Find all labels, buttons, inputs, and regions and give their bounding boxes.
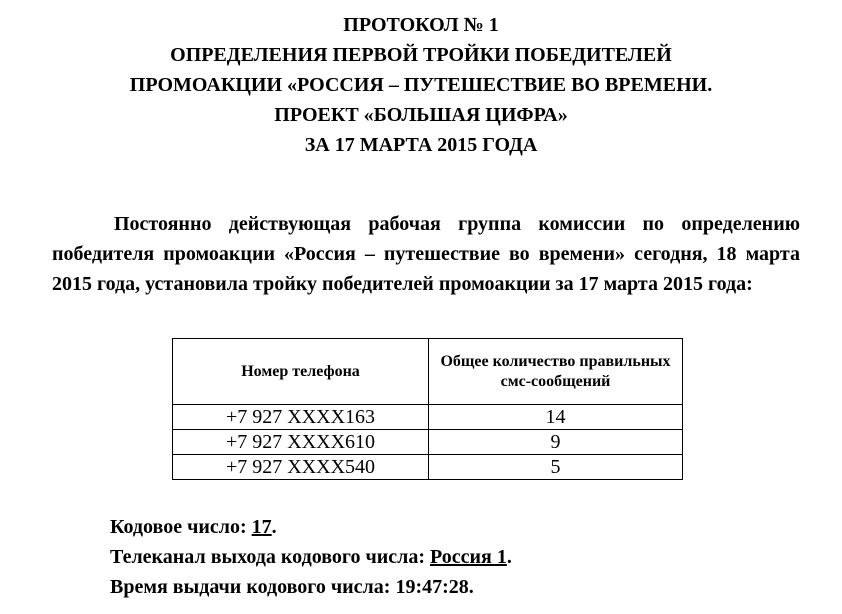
channel-suffix: . — [506, 546, 512, 568]
phone-cell: +7 927 XXXX163 — [173, 405, 429, 430]
channel-value: Россия 1 — [430, 546, 507, 568]
title-line-date: ЗА 17 МАРТА 2015 ГОДА — [304, 134, 538, 156]
header-phone: Номер телефона — [173, 339, 429, 405]
table-row — [173, 455, 683, 480]
title-line-protocol: ПРОТОКОЛ № 1 — [343, 14, 499, 36]
winners-table — [172, 338, 683, 480]
phone-cell: +7 927 XXXX610 — [173, 430, 429, 455]
time-line — [110, 572, 512, 602]
title-line-project: ПРОЕКТ «БОЛЬШАЯ ЦИФРА» — [274, 104, 568, 126]
count-cell: 9 — [429, 430, 683, 455]
code-number-suffix: . — [271, 516, 277, 538]
channel-line — [110, 542, 512, 572]
count-cell: 5 — [429, 455, 683, 480]
count-cell: 14 — [429, 405, 683, 430]
time-label: Время выдачи кодового числа: — [110, 576, 396, 598]
footer-info — [110, 512, 512, 602]
table-header-row — [173, 339, 683, 405]
phone-cell: +7 927 XXXX540 — [173, 455, 429, 480]
code-number-value: 17 — [251, 516, 272, 538]
time-value: 19:47:28 — [395, 576, 469, 598]
title-line-determination: ОПРЕДЕЛЕНИЯ ПЕРВОЙ ТРОЙКИ ПОБЕДИТЕЛЕЙ — [170, 44, 672, 66]
header-sms-count: Общее количество правильных смс-сообщений — [429, 339, 683, 405]
table-row — [173, 405, 683, 430]
code-number-label: Кодовое число: — [110, 516, 252, 538]
title-line-promo: ПРОМОАКЦИИ «РОССИЯ – ПУТЕШЕСТВИЕ ВО ВРЕМЕНИ. — [129, 74, 713, 96]
time-suffix: . — [468, 576, 474, 598]
code-number-line — [110, 512, 512, 542]
channel-label: Телеканал выхода кодового числа: — [110, 546, 430, 568]
intro-paragraph: Постоянно действующая рабочая группа комиссии по определению победителя промоакции «Россия – путешествие во времени» сегодня, 18 марта 2015 года, установила тройку победителей промоакции за 17 марта 2015 года: — [52, 213, 800, 295]
document-title — [0, 10, 842, 160]
table-row — [173, 430, 683, 455]
